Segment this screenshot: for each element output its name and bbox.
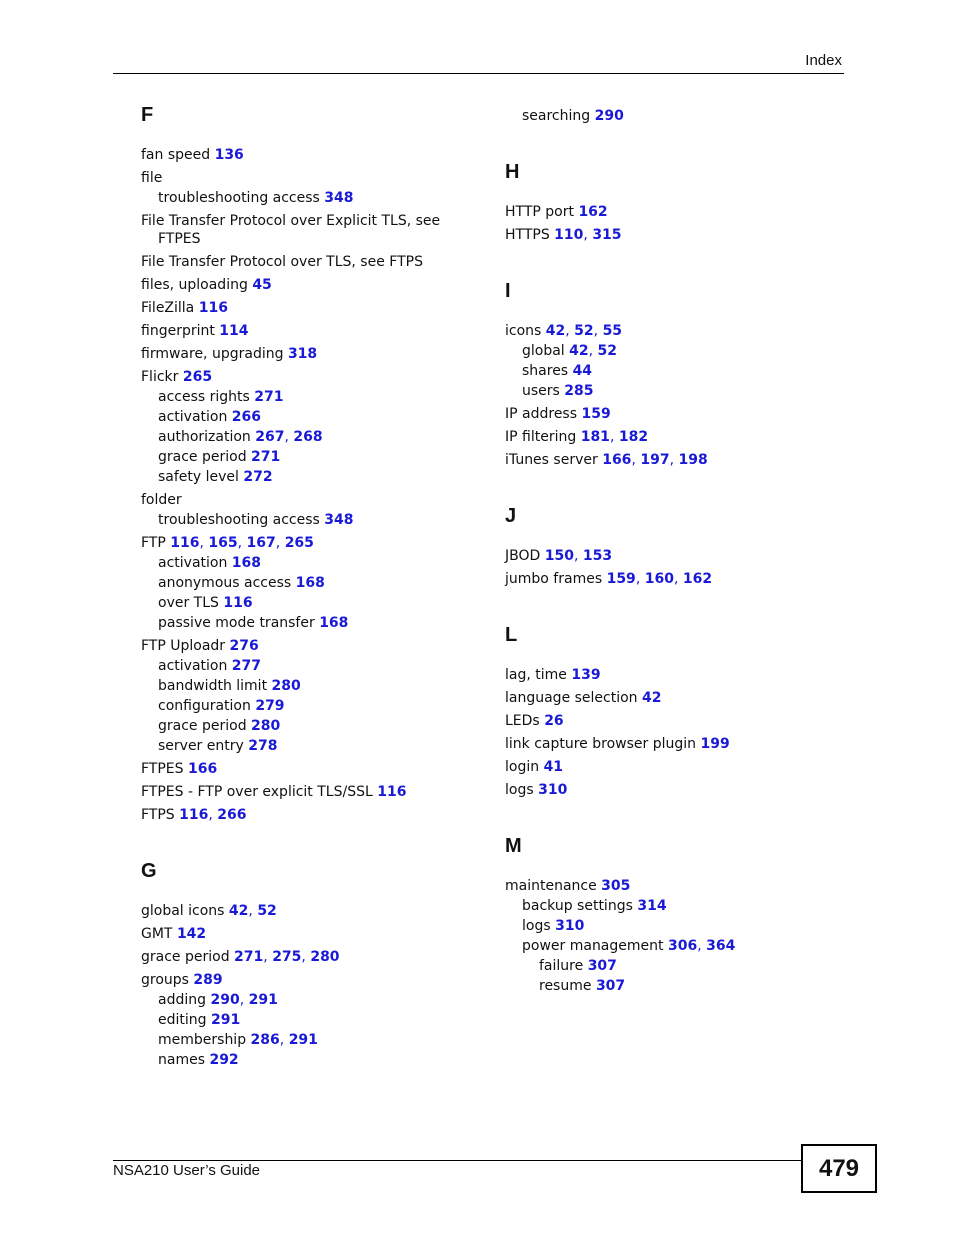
page-separator: , [565, 323, 575, 339]
page-link[interactable]: 289 [193, 972, 223, 988]
index-entry [141, 806, 471, 824]
index-term: FileZilla [141, 300, 195, 316]
section-spacer [505, 469, 835, 487]
index-term: power management [522, 938, 664, 954]
page-link[interactable]: 199 [700, 736, 730, 752]
index-term: fan speed [141, 147, 211, 163]
index-subentry [505, 957, 835, 975]
index-subentry [141, 574, 471, 592]
section-spacer [505, 799, 835, 817]
page-link[interactable]: 305 [601, 878, 631, 894]
index-term: LEDs [505, 713, 540, 729]
page-separator: , [583, 227, 593, 243]
page-link[interactable]: 162 [578, 204, 608, 220]
page-link[interactable]: 165 [208, 535, 238, 551]
index-term: users [522, 383, 560, 399]
index-subentry [505, 362, 835, 380]
page-link[interactable]: 142 [176, 926, 207, 942]
index-subentry [141, 1031, 471, 1049]
index-term: passive mode transfer [158, 615, 315, 631]
page-link[interactable]: 159 [581, 406, 611, 422]
index-term: firmware, upgrading [141, 346, 284, 362]
index-subentry [141, 737, 471, 755]
page-link[interactable]: 280 [251, 718, 281, 734]
index-term: editing [158, 1012, 207, 1028]
index-entry [505, 758, 835, 776]
page-link[interactable]: 310 [538, 782, 568, 798]
page-link[interactable]: 307 [587, 958, 617, 974]
page-link[interactable]: 116 [179, 807, 209, 823]
index-entry [505, 735, 835, 753]
page-link[interactable]: 364 [706, 938, 736, 954]
index-term: server entry [158, 738, 244, 754]
page-link[interactable]: 290 [210, 992, 240, 1008]
index-entry [505, 570, 835, 588]
index-term: language selection [505, 690, 638, 706]
page-separator: , [631, 452, 641, 468]
index-term: grace period [158, 449, 247, 465]
page-link[interactable]: 265 [182, 369, 213, 385]
page-separator: , [237, 535, 247, 551]
index-term: membership [158, 1032, 247, 1048]
footer-rule [113, 1160, 802, 1161]
index-term: FTPS [141, 807, 175, 823]
index-term: IP address [505, 406, 578, 422]
page-link[interactable]: 42 [545, 323, 566, 339]
index-entry [141, 971, 471, 989]
index-term: jumbo frames [505, 571, 603, 587]
page-separator: , [248, 903, 258, 919]
index-entry [141, 491, 471, 509]
index-entry [505, 712, 835, 730]
page-link[interactable]: 160 [644, 571, 674, 587]
index-entry [141, 902, 471, 920]
index-term: global icons [141, 903, 225, 919]
page-link[interactable]: 271 [251, 449, 281, 465]
page-link[interactable]: 116 [223, 595, 253, 611]
index-entry [141, 169, 471, 187]
index-term: icons [505, 323, 542, 339]
index-subentry [505, 342, 835, 360]
page-separator: , [239, 992, 249, 1008]
page-link[interactable]: 310 [555, 918, 585, 934]
index-term: GMT [141, 926, 173, 942]
page-link[interactable]: 285 [564, 383, 594, 399]
index-term: maintenance [505, 878, 597, 894]
index-entry [505, 322, 835, 340]
index-term: link capture browser plugin [505, 736, 697, 752]
page-link[interactable]: 271 [254, 389, 284, 405]
page-link[interactable]: 139 [571, 667, 601, 683]
page-link[interactable]: 42 [228, 903, 249, 919]
index-subentry [141, 388, 471, 406]
index-subentry [141, 189, 471, 207]
index-term: over TLS [158, 595, 219, 611]
page-separator: , [208, 807, 218, 823]
index-term: iTunes server [505, 452, 598, 468]
index-subentry [141, 657, 471, 675]
page-link[interactable]: 136 [214, 147, 244, 163]
index-entry [141, 345, 471, 363]
page-link[interactable]: 266 [217, 807, 247, 823]
index-term: activation [158, 555, 228, 571]
footer-guide-title: NSA210 User’s Guide [113, 1162, 261, 1179]
index-letter-heading: H [505, 161, 520, 183]
index-term: activation [158, 409, 228, 425]
index-entry [141, 948, 471, 966]
page-separator: , [609, 429, 619, 445]
index-column-right [505, 104, 835, 995]
index-entry [141, 534, 471, 552]
index-subentry [141, 428, 471, 446]
page-separator: , [275, 535, 285, 551]
page-link[interactable]: 266 [231, 409, 262, 425]
index-term: HTTPS [505, 227, 550, 243]
page-separator: , [588, 343, 598, 359]
index-entry [141, 276, 471, 294]
index-term: bandwidth limit [158, 678, 268, 694]
page-number-box [801, 1144, 877, 1193]
index-subentry [141, 408, 471, 426]
index-term: shares [522, 363, 569, 379]
index-term: adding [158, 992, 207, 1008]
index-subentry [141, 677, 471, 695]
page-separator: , [301, 949, 311, 965]
index-entry [505, 428, 835, 446]
index-term: FTP Uploadr [141, 638, 226, 654]
page-link[interactable]: 307 [595, 978, 626, 994]
index-term: File Transfer Protocol over Explicit TLS, see FTPES [141, 213, 441, 247]
page-link[interactable]: 42 [642, 690, 662, 706]
index-term: troubleshooting access [158, 190, 320, 206]
page-link[interactable]: 275 [272, 949, 302, 965]
page-link[interactable]: 168 [231, 555, 262, 571]
page-link[interactable]: 45 [252, 277, 272, 293]
index-term: failure [539, 958, 584, 974]
index-entry [505, 226, 835, 244]
page-link[interactable]: 181 [580, 429, 610, 445]
index-subentry [505, 977, 835, 995]
index-entry [141, 322, 471, 340]
index-term: files, uploading [141, 277, 248, 293]
page-link[interactable]: 315 [592, 227, 622, 243]
header-rule [113, 73, 844, 74]
page-link[interactable]: 182 [618, 429, 649, 445]
section-spacer [505, 125, 835, 143]
page-link[interactable]: 272 [243, 469, 273, 485]
index-entry [141, 146, 471, 164]
index-entry [505, 877, 835, 895]
page-link[interactable]: 198 [678, 452, 708, 468]
index-entry [141, 253, 471, 271]
page-link[interactable]: 153 [582, 548, 613, 564]
index-term: authorization [158, 429, 251, 445]
index-entry [141, 760, 471, 778]
index-entry [505, 451, 835, 469]
page-link[interactable]: 306 [667, 938, 698, 954]
index-term: global [522, 343, 565, 359]
page-link[interactable]: 279 [255, 698, 285, 714]
page-link[interactable]: 116 [377, 784, 407, 800]
index-term: resume [539, 978, 592, 994]
index-letter-heading: F [141, 104, 154, 126]
index-entry [141, 368, 471, 386]
index-subentry [141, 717, 471, 735]
index-entry [505, 666, 835, 684]
index-letter-heading: L [505, 624, 518, 646]
index-subentry [505, 937, 835, 955]
index-term: FTPES - FTP over explicit TLS/SSL [141, 784, 373, 800]
page-link[interactable]: 265 [284, 535, 314, 551]
index-term: backup settings [522, 898, 633, 914]
index-subentry [141, 594, 471, 612]
index-term: FTPES [141, 761, 184, 777]
page-separator: , [593, 323, 603, 339]
page-separator: , [573, 548, 583, 564]
index-letter-heading: G [141, 860, 157, 882]
index-term: activation [158, 658, 228, 674]
index-term: troubleshooting access [158, 512, 320, 528]
index-term: fingerprint [141, 323, 215, 339]
index-term: lag, time [505, 667, 567, 683]
index-term: names [158, 1052, 205, 1068]
page-separator: , [199, 535, 209, 551]
index-term: Flickr [141, 369, 179, 385]
page-link[interactable]: 271 [234, 949, 264, 965]
page-link[interactable]: 314 [637, 898, 667, 914]
page-link[interactable]: 348 [324, 190, 354, 206]
page-separator: , [673, 571, 683, 587]
index-subentry [141, 511, 471, 529]
page-link[interactable]: 168 [319, 615, 349, 631]
page-link[interactable]: 162 [682, 571, 713, 587]
page-link[interactable]: 277 [231, 658, 262, 674]
index-term: FTP [141, 535, 166, 551]
index-entry [505, 203, 835, 221]
index-term: IP filtering [505, 429, 577, 445]
page-link[interactable]: 110 [554, 227, 584, 243]
page-link[interactable]: 318 [287, 346, 318, 362]
page-separator: , [669, 452, 679, 468]
page-link[interactable]: 286 [250, 1032, 280, 1048]
index-term: configuration [158, 698, 251, 714]
page-link[interactable]: 52 [597, 343, 618, 359]
page-link[interactable]: 44 [572, 363, 593, 379]
index-subentry [141, 554, 471, 572]
page-link[interactable]: 42 [569, 343, 589, 359]
page-link[interactable]: 116 [170, 535, 200, 551]
page-link[interactable]: 280 [271, 678, 301, 694]
page-link[interactable]: 268 [293, 429, 323, 445]
page-link[interactable]: 197 [640, 452, 670, 468]
index-term: safety level [158, 469, 239, 485]
page-link[interactable]: 168 [295, 575, 325, 591]
index-entry [141, 783, 471, 801]
index-term: grace period [158, 718, 247, 734]
page-link[interactable]: 26 [544, 713, 564, 729]
index-letter-heading: J [505, 505, 517, 527]
index-subentry [505, 107, 835, 125]
page-separator: , [697, 938, 707, 954]
index-term: searching [522, 108, 591, 124]
page-link[interactable]: 116 [198, 300, 228, 316]
page-link[interactable]: 348 [324, 512, 354, 528]
index-term: anonymous access [158, 575, 292, 591]
page-link[interactable]: 52 [257, 903, 277, 919]
page-link[interactable]: 291 [248, 992, 278, 1008]
index-subentry [141, 448, 471, 466]
page-link[interactable]: 291 [210, 1012, 241, 1028]
page-link[interactable]: 291 [288, 1032, 318, 1048]
index-subentry [505, 382, 835, 400]
index-term: logs [505, 782, 534, 798]
page-link[interactable]: 166 [188, 761, 218, 777]
index-term: grace period [141, 949, 230, 965]
index-term: file [141, 170, 163, 186]
page-link[interactable]: 280 [310, 949, 340, 965]
page-number: 479 [818, 1154, 860, 1182]
index-column-left [141, 104, 471, 1069]
page-link[interactable]: 150 [544, 548, 574, 564]
index-entry [141, 925, 471, 943]
index-letter-heading: M [505, 835, 522, 857]
index-subentry [505, 897, 835, 915]
page-link[interactable]: 114 [219, 323, 249, 339]
page-link[interactable]: 290 [594, 108, 624, 124]
index-term: login [505, 759, 540, 775]
index-subentry [141, 991, 471, 1009]
page-link[interactable]: 159 [606, 571, 636, 587]
index-term: HTTP port [505, 204, 574, 220]
section-spacer [141, 824, 471, 842]
page-link[interactable]: 52 [574, 323, 594, 339]
page-link[interactable]: 267 [255, 429, 285, 445]
index-subentry [505, 917, 835, 935]
index-subentry [141, 468, 471, 486]
index-entry [141, 299, 471, 317]
page-separator: , [284, 429, 294, 445]
index-entry [505, 547, 835, 565]
index-term: access rights [158, 389, 250, 405]
index-entry [505, 405, 835, 423]
index-entry [141, 637, 471, 655]
index-term: JBOD [505, 548, 541, 564]
page-separator: , [635, 571, 645, 587]
index-term: folder [141, 492, 182, 508]
index-subentry [141, 697, 471, 715]
index-term: logs [522, 918, 551, 934]
index-subentry [141, 1051, 471, 1069]
page-link[interactable]: 166 [602, 452, 632, 468]
index-subentry [141, 614, 471, 632]
index-term: groups [141, 972, 189, 988]
section-spacer [505, 244, 835, 262]
page-link[interactable]: 55 [602, 323, 623, 339]
page-separator: , [263, 949, 273, 965]
page-link[interactable]: 41 [543, 759, 564, 775]
index-entry [505, 689, 835, 707]
index-term: File Transfer Protocol over TLS, see FTPS [141, 254, 423, 270]
index-entry [141, 212, 471, 248]
section-spacer [505, 588, 835, 606]
page-link[interactable]: 278 [248, 738, 278, 754]
index-letter-heading: I [505, 280, 511, 302]
page-link[interactable]: 292 [209, 1052, 239, 1068]
page-link[interactable]: 167 [246, 535, 276, 551]
index-subentry [141, 1011, 471, 1029]
page-separator: , [279, 1032, 289, 1048]
index-entry [505, 781, 835, 799]
page-link[interactable]: 276 [229, 638, 259, 654]
running-header: Index [805, 52, 842, 69]
